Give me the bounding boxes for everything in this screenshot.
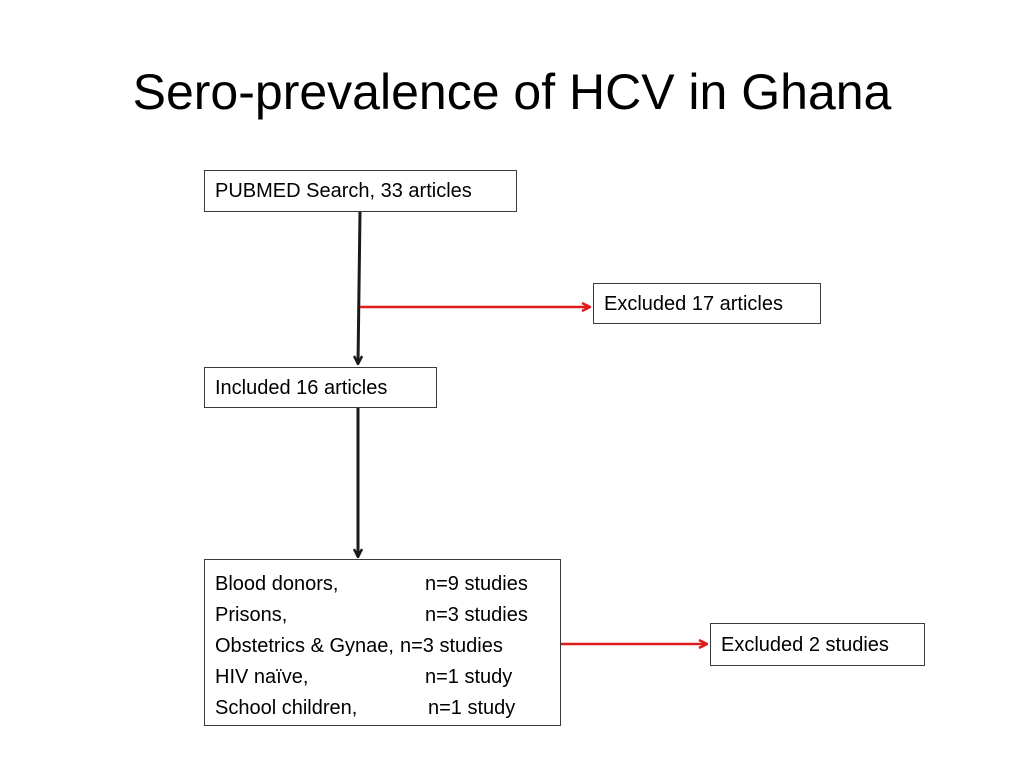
included-articles-box: Included 16 articles: [204, 367, 437, 408]
study-category: Blood donors,: [215, 573, 339, 595]
study-row-school-children: [215, 693, 550, 724]
study-row-obstetrics-gynae: [215, 631, 550, 662]
study-category: Prisons,: [215, 604, 288, 626]
search-box: PUBMED Search, 33 articles: [204, 170, 517, 212]
studies-box: [204, 559, 561, 726]
study-row-hiv-naive: [215, 662, 550, 693]
study-count: n=3 studies: [399, 635, 503, 657]
study-row-blood-donors: [215, 569, 550, 600]
study-category: Obstetrics & Gynae,: [215, 635, 394, 657]
study-count: n=1 study: [425, 666, 513, 688]
excluded-studies-box: Excluded 2 studies: [710, 623, 925, 666]
slide-title: Sero-prevalence of HCV in Ghana: [132, 64, 892, 120]
excluded-articles-box: Excluded 17 articles: [593, 283, 821, 324]
study-count: n=3 studies: [425, 604, 528, 626]
study-count: n=9 studies: [425, 573, 528, 595]
study-row-prisons: [215, 600, 550, 631]
study-count: n=1 study: [428, 697, 516, 719]
arrow-search-to-included: [358, 212, 360, 364]
study-category: HIV naïve,: [215, 666, 309, 688]
study-category: School children,: [215, 697, 358, 719]
